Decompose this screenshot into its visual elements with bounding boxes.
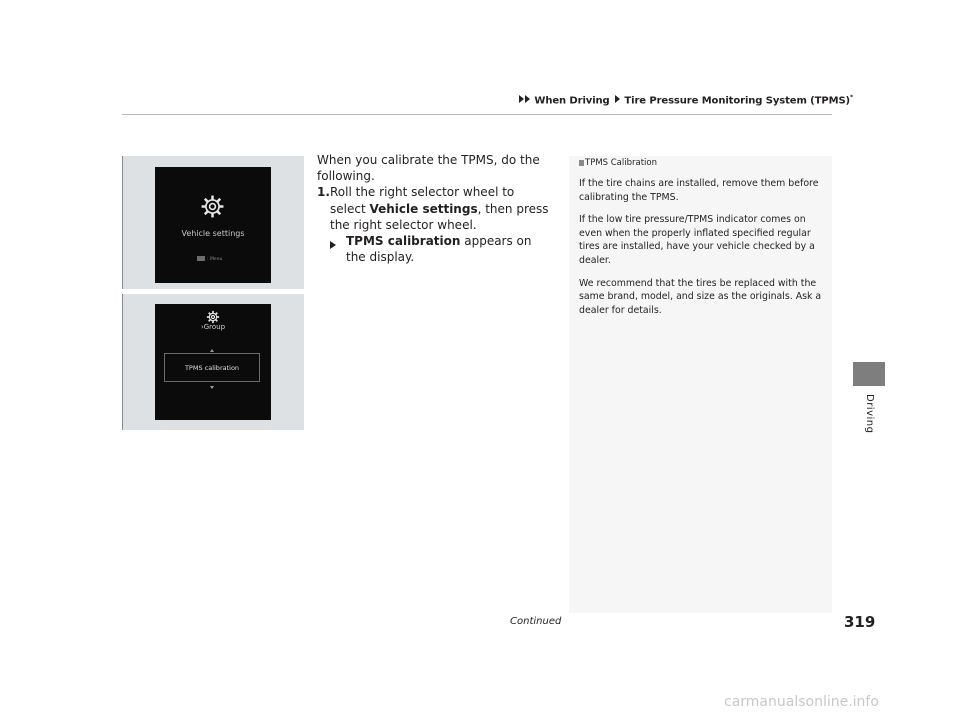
watermark: carmanualsonline.info <box>724 694 879 710</box>
caret-up-icon <box>210 349 214 352</box>
note-title: TPMS Calibration <box>579 158 657 168</box>
note-paragraph: If the tire chains are installed, remove them before calibrating the TPMS. <box>579 178 819 203</box>
result-arrow-icon <box>330 241 336 249</box>
note-body <box>579 177 825 326</box>
chapter-tab-label: Driving <box>864 394 875 434</box>
breadcrumb-topic: Tire Pressure Monitoring System (TPMS) <box>624 95 851 107</box>
menu-button-icon <box>197 256 205 261</box>
result-keyword: TPMS calibration <box>346 234 461 249</box>
breadcrumb-arrow-icon <box>519 95 524 103</box>
figure-vehicle-settings <box>122 156 304 289</box>
continued-label: Continued <box>510 616 562 627</box>
display-screen <box>155 167 271 283</box>
step-number: 1. <box>317 185 330 200</box>
step-result: TPMS calibration appears on the display. <box>317 233 549 265</box>
page-number: 319 <box>844 613 876 631</box>
note-paragraph: We recommend that the tires be replaced with the same brand, model, and size as the originals. Ask a dealer for details. <box>579 277 822 316</box>
step-keyword: Vehicle settings <box>369 201 478 216</box>
screen-title: Vehicle settings <box>181 229 245 238</box>
step-1: 1. Roll the right selector wheel to select Vehicle settings, then press the right selector wheel. <box>317 185 549 232</box>
chapter-tab <box>853 362 885 386</box>
intro-paragraph: When you calibrate the TPMS, do the following. <box>317 153 540 184</box>
menu-hint: : Menu <box>197 256 222 262</box>
breadcrumb-arrow-icon <box>615 95 620 103</box>
display-screen <box>155 304 271 420</box>
reference-mark-icon <box>579 160 584 166</box>
breadcrumb-section: When Driving <box>534 95 610 107</box>
gear-icon <box>206 310 220 324</box>
instruction-text <box>317 152 549 265</box>
caret-down-icon <box>210 386 214 389</box>
screen-group-label: ›Group <box>200 323 226 331</box>
note-paragraph: If the low tire pressure/TPMS indicator comes on even when the properly inflated specified regular tires are installed, have your vehicle checked by a dealer. <box>579 214 815 266</box>
figure-tpms-calibration <box>122 294 304 430</box>
breadcrumb-footnote-mark: * <box>850 94 854 101</box>
breadcrumb <box>519 94 853 106</box>
header-divider <box>122 114 832 115</box>
gear-icon <box>200 194 225 219</box>
screen-menu-item: TPMS calibration <box>164 353 260 382</box>
breadcrumb-arrow-icon <box>525 95 530 103</box>
